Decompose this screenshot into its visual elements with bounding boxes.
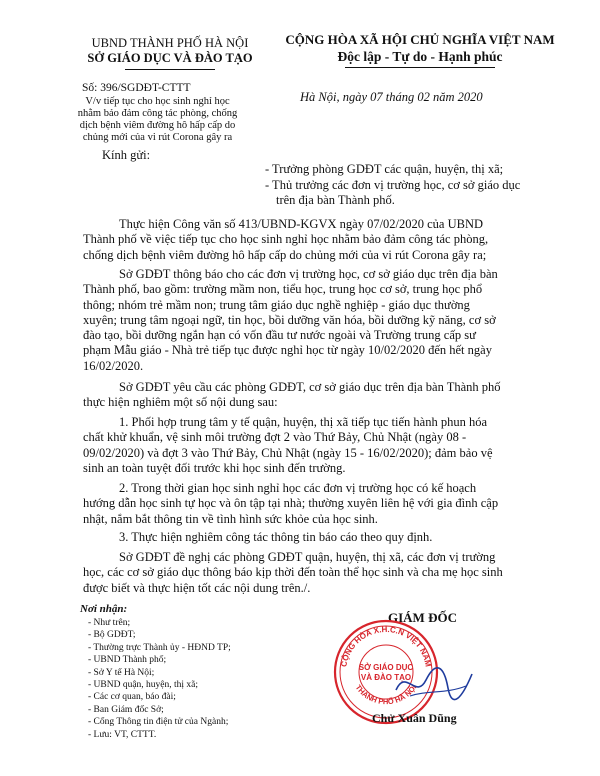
- body-paragraph-1: [83, 217, 558, 263]
- body-paragraph-3: [83, 380, 558, 411]
- text-line: Thực hiện Công văn số 413/UBND-KGVX ngày 07/02/2020 của UBND: [119, 217, 484, 231]
- list-item: - UBND quận, huyện, thị xã;: [88, 680, 199, 691]
- seal-bottom-text: THÀNH PHỐ HÀ NỘI: [353, 683, 419, 707]
- document-number: Số: 396/SGDĐT-CTTT: [82, 82, 191, 94]
- list-item: - Các cơ quan, báo đài;: [88, 692, 176, 703]
- text-line: 3. Thực hiện nghiêm công tác thông tin báo cáo theo quy định.: [119, 530, 433, 544]
- text-line: chống dịch bệnh viêm đường hô hấp cấp do chủng mới của vi rút Corona gây ra;: [83, 247, 487, 262]
- list-item: - UBND Thành phố;: [88, 655, 167, 666]
- list-item: - Sở Y tế Hà Nội;: [88, 667, 155, 678]
- handwritten-signature: [388, 660, 478, 710]
- text-line: thực hiện nghiêm một số nội dung sau:: [83, 395, 278, 410]
- motto-underline: [345, 67, 495, 68]
- seal-ring-text: CỘNG HÒA X.H.C.N VIỆT NAM: [339, 624, 433, 668]
- text-line: Sở GDĐT yêu cầu các phòng GDĐT, cơ sở giáo dục trên địa bàn Thành phố: [119, 380, 501, 394]
- text-line: 1. Phối hợp trung tâm y tế quận, huyện, thị xã tiếp tục tiến hành phun hóa: [119, 415, 488, 429]
- text-line: sinh an toàn tuyệt đối trước khi học sinh đến trường.: [83, 460, 346, 475]
- text-line: hướng dẫn học sinh tự học và ôn tập tại nhà; thường xuyên liên hệ với gia đình cập: [83, 496, 499, 511]
- text-line: được biết và thực hiện tốt các nội dung trên./.: [83, 580, 311, 595]
- list-item: - Cổng Thông tin điện tử của Ngành;: [88, 717, 229, 728]
- subject-line: nhằm bảo đảm công tác phòng, chống: [77, 108, 238, 119]
- list-item: - Như trên;: [88, 618, 131, 628]
- issuer-name: SỞ GIÁO DỤC VÀ ĐÀO TẠO: [87, 51, 253, 65]
- signer-name: Chử Xuân Dũng: [372, 711, 457, 725]
- document-subject: [55, 96, 260, 144]
- text-line: Sở GDĐT thông báo cho các đơn vị trường học, cơ sở giáo dục trên địa bàn: [119, 267, 498, 281]
- text-line: phạm Mẫu giáo - Nhà trẻ tiếp tục được nghỉ học từ ngày 10/02/2020 đến hết ngày: [83, 343, 492, 358]
- seal-center-line1: SỞ GIÁO DỤC: [358, 663, 414, 672]
- subject-line: chủng mới của vi rút Corona gây ra: [82, 132, 233, 143]
- issuer-underline: [125, 69, 215, 70]
- body-paragraph-5: [83, 481, 558, 527]
- body-paragraph-7: [83, 550, 558, 596]
- salutation: Kính gửi:: [102, 148, 151, 162]
- text-line: xuyên; trung tâm ngoại ngữ, tin học, bồi dưỡng văn hóa, bồi dưỡng kỹ năng, cơ sở: [83, 312, 496, 327]
- signer-title: GIÁM ĐỐC: [388, 610, 457, 625]
- recipient-line: - Thủ trưởng các đơn vị trường học, cơ sở giáo dục: [265, 178, 521, 192]
- issuer-parent: UBND THÀNH PHỐ HÀ NỘI: [91, 36, 249, 50]
- list-item: - Lưu: VT, CTTT.: [88, 729, 157, 740]
- distribution-title: Nơi nhận:: [80, 603, 128, 615]
- text-line: Thành phố về việc tiếp tục cho học sinh nghỉ học nhằm bảo đảm công tác phòng,: [83, 232, 489, 247]
- text-line: nhật, nắm bắt thông tin về tình hình sức khỏe của học sinh.: [83, 511, 378, 526]
- issuer-header: [60, 36, 280, 70]
- text-line: 09/02/2020) và đợt 3 vào Thứ Bảy, Chủ Nhật (ngày 15 - 16/02/2020); đảm bảo vệ: [83, 445, 493, 460]
- national-motto: Độc lập - Tự do - Hạnh phúc: [337, 49, 503, 64]
- list-item: - Bộ GDĐT;: [88, 630, 136, 641]
- text-line: Thành phố, bao gồm: trường mầm non, tiểu học, trung học cơ sở, trung học phổ: [83, 282, 483, 297]
- text-line: Sở GDĐT đề nghị các phòng GDĐT quận, huyện, thị xã, các đơn vị trường: [119, 550, 496, 564]
- text-line: 16/02/2020.: [83, 358, 144, 373]
- national-header: [270, 32, 570, 68]
- subject-line: dịch bệnh viêm đường hô hấp cấp do: [79, 120, 236, 131]
- seal-center-line2: VÀ ĐÀO TẠO: [360, 673, 412, 682]
- document-date: Hà Nội, ngày 07 tháng 02 năm 2020: [300, 90, 483, 104]
- recipient-line: trên địa bàn Thành phố.: [276, 193, 395, 207]
- body-paragraph-4: [83, 415, 558, 476]
- distribution-list: [88, 617, 231, 741]
- body-paragraph-6: [83, 530, 558, 545]
- list-item: - Thường trực Thành ủy - HĐND TP;: [88, 642, 231, 653]
- recipient-line: - Trưởng phòng GDĐT các quận, huyện, thị xã;: [265, 162, 504, 176]
- list-item: - Ban Giám đốc Sở;: [88, 704, 164, 715]
- text-line: chất khử khuẩn, vệ sinh môi trường đợt 2 vào Thứ Bảy, Chủ Nhật (ngày 08 -: [83, 430, 467, 445]
- text-line: học, các cơ sở giáo dục thông báo kịp thời đến toàn thể học sinh và cha mẹ học sinh: [83, 565, 503, 580]
- text-line: đào tạo, bồi dưỡng ngắn hạn có vốn đầu tư nước ngoài và Trường trung cấp sư: [83, 328, 476, 343]
- text-line: 2. Trong thời gian học sinh nghỉ học các đơn vị trường học có kế hoạch: [119, 481, 477, 495]
- national-title: CỘNG HÒA XÃ HỘI CHỦ NGHĨA VIỆT NAM: [285, 32, 555, 47]
- text-line: thông; nhóm trẻ mầm non; trung tâm giáo dục nghề nghiệp - giáo dục thường: [83, 297, 470, 312]
- subject-line: V/v tiếp tục cho học sinh nghỉ học: [85, 96, 230, 107]
- body-paragraph-2: [83, 267, 558, 374]
